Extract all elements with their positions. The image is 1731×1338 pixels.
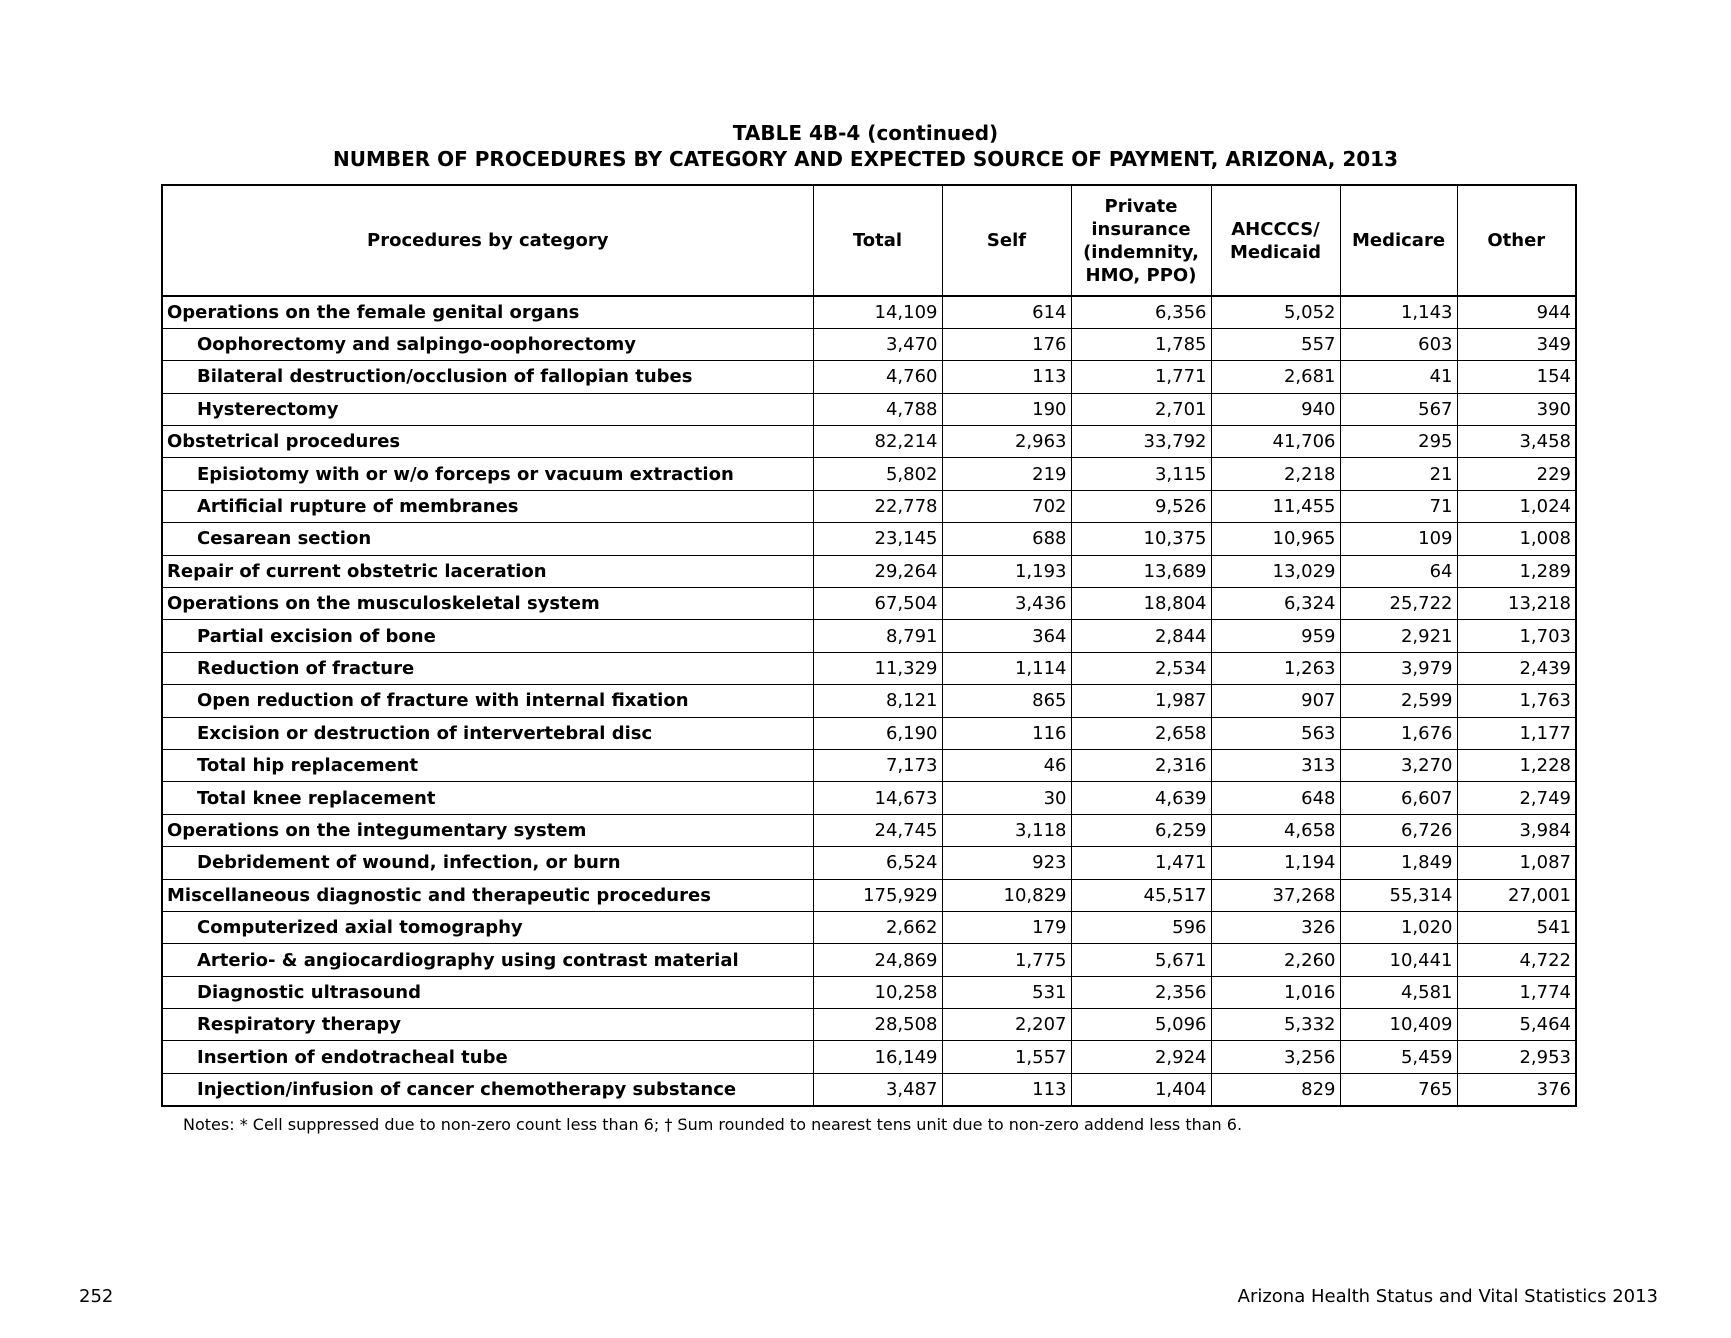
category-row: [162, 814, 1576, 846]
cell-other: 229: [1457, 458, 1576, 490]
cell-total: 175,929: [813, 879, 942, 911]
cell-ahcccs-medicaid: 1,263: [1211, 652, 1340, 684]
column-header-total: Total: [813, 185, 942, 296]
row-label: Episiotomy with or w/o forceps or vacuum extraction: [162, 458, 813, 490]
cell-medicare: 3,270: [1340, 749, 1457, 781]
cell-medicare: 21: [1340, 458, 1457, 490]
column-header-private-insurance: Private insurance (indemnity, HMO, PPO): [1071, 185, 1211, 296]
row-label: Reduction of fracture: [162, 652, 813, 684]
row-label: Debridement of wound, infection, or burn: [162, 847, 813, 879]
procedures-table: [161, 184, 1577, 1107]
subcategory-row: [162, 1009, 1576, 1041]
category-row: [162, 555, 1576, 587]
cell-medicare: 1,849: [1340, 847, 1457, 879]
subcategory-row: [162, 1073, 1576, 1105]
subcategory-row: [162, 685, 1576, 717]
row-label: Computerized axial tomography: [162, 911, 813, 943]
cell-total: 16,149: [813, 1041, 942, 1073]
column-header-ahcccs-medicaid: AHCCCS/ Medicaid: [1211, 185, 1340, 296]
cell-private-insurance: 18,804: [1071, 588, 1211, 620]
cell-ahcccs-medicaid: 2,218: [1211, 458, 1340, 490]
cell-total: 14,109: [813, 296, 942, 328]
row-label: Insertion of endotracheal tube: [162, 1041, 813, 1073]
cell-medicare: 3,979: [1340, 652, 1457, 684]
cell-private-insurance: 13,689: [1071, 555, 1211, 587]
cell-total: 29,264: [813, 555, 942, 587]
cell-private-insurance: 2,658: [1071, 717, 1211, 749]
cell-self: 116: [942, 717, 1071, 749]
cell-self: 702: [942, 490, 1071, 522]
cell-medicare: 765: [1340, 1073, 1457, 1105]
cell-self: 1,114: [942, 652, 1071, 684]
category-row: [162, 588, 1576, 620]
column-header-category: Procedures by category: [162, 185, 813, 296]
cell-medicare: 64: [1340, 555, 1457, 587]
cell-private-insurance: 33,792: [1071, 426, 1211, 458]
cell-ahcccs-medicaid: 2,681: [1211, 361, 1340, 393]
cell-medicare: 41: [1340, 361, 1457, 393]
cell-total: 11,329: [813, 652, 942, 684]
cell-self: 614: [942, 296, 1071, 328]
subcategory-row: [162, 944, 1576, 976]
cell-other: 5,464: [1457, 1009, 1576, 1041]
cell-private-insurance: 6,259: [1071, 814, 1211, 846]
cell-ahcccs-medicaid: 5,332: [1211, 1009, 1340, 1041]
cell-other: 541: [1457, 911, 1576, 943]
cell-other: 13,218: [1457, 588, 1576, 620]
table-body: [162, 296, 1576, 1106]
cell-self: 865: [942, 685, 1071, 717]
cell-ahcccs-medicaid: 313: [1211, 749, 1340, 781]
cell-ahcccs-medicaid: 648: [1211, 782, 1340, 814]
row-label: Operations on the musculoskeletal system: [162, 588, 813, 620]
row-label: Repair of current obstetric laceration: [162, 555, 813, 587]
cell-self: 46: [942, 749, 1071, 781]
row-label: Respiratory therapy: [162, 1009, 813, 1041]
cell-self: 30: [942, 782, 1071, 814]
cell-other: 3,984: [1457, 814, 1576, 846]
cell-medicare: 1,143: [1340, 296, 1457, 328]
cell-medicare: 2,921: [1340, 620, 1457, 652]
cell-total: 6,190: [813, 717, 942, 749]
row-label: Total hip replacement: [162, 749, 813, 781]
cell-private-insurance: 1,771: [1071, 361, 1211, 393]
table-header-row: [162, 185, 1576, 296]
cell-total: 22,778: [813, 490, 942, 522]
subcategory-row: [162, 620, 1576, 652]
row-label: Operations on the female genital organs: [162, 296, 813, 328]
publication-footer: Arizona Health Status and Vital Statistics 2013: [1237, 1286, 1658, 1307]
column-header-medicare: Medicare: [1340, 185, 1457, 296]
cell-other: 1,703: [1457, 620, 1576, 652]
cell-medicare: 1,676: [1340, 717, 1457, 749]
row-label: Artificial rupture of membranes: [162, 490, 813, 522]
subcategory-row: [162, 782, 1576, 814]
row-label: Bilateral destruction/occlusion of fallopian tubes: [162, 361, 813, 393]
column-header-self: Self: [942, 185, 1071, 296]
subcategory-row: [162, 1041, 1576, 1073]
cell-private-insurance: 2,844: [1071, 620, 1211, 652]
row-label: Arterio- & angiocardiography using contrast material: [162, 944, 813, 976]
cell-ahcccs-medicaid: 3,256: [1211, 1041, 1340, 1073]
cell-self: 923: [942, 847, 1071, 879]
cell-ahcccs-medicaid: 940: [1211, 393, 1340, 425]
cell-other: 1,008: [1457, 523, 1576, 555]
cell-private-insurance: 2,701: [1071, 393, 1211, 425]
cell-self: 113: [942, 1073, 1071, 1105]
cell-other: 1,177: [1457, 717, 1576, 749]
cell-total: 6,524: [813, 847, 942, 879]
cell-total: 10,258: [813, 976, 942, 1008]
cell-total: 67,504: [813, 588, 942, 620]
cell-private-insurance: 10,375: [1071, 523, 1211, 555]
subcategory-row: [162, 911, 1576, 943]
cell-medicare: 10,409: [1340, 1009, 1457, 1041]
cell-other: 376: [1457, 1073, 1576, 1105]
cell-medicare: 71: [1340, 490, 1457, 522]
cell-private-insurance: 3,115: [1071, 458, 1211, 490]
cell-total: 3,470: [813, 328, 942, 360]
cell-self: 219: [942, 458, 1071, 490]
cell-ahcccs-medicaid: 41,706: [1211, 426, 1340, 458]
cell-medicare: 1,020: [1340, 911, 1457, 943]
cell-medicare: 603: [1340, 328, 1457, 360]
cell-other: 349: [1457, 328, 1576, 360]
subcategory-row: [162, 490, 1576, 522]
cell-private-insurance: 9,526: [1071, 490, 1211, 522]
cell-other: 1,087: [1457, 847, 1576, 879]
cell-ahcccs-medicaid: 907: [1211, 685, 1340, 717]
cell-medicare: 6,607: [1340, 782, 1457, 814]
table-notes: Notes: * Cell suppressed due to non-zero count less than 6; † Sum rounded to nearest tens unit due to non-zero addend less than 6.: [183, 1115, 1243, 1134]
cell-private-insurance: 1,404: [1071, 1073, 1211, 1105]
subcategory-row: [162, 976, 1576, 1008]
cell-total: 7,173: [813, 749, 942, 781]
cell-other: 2,953: [1457, 1041, 1576, 1073]
subcategory-row: [162, 749, 1576, 781]
row-label: Oophorectomy and salpingo-oophorectomy: [162, 328, 813, 360]
subcategory-row: [162, 393, 1576, 425]
cell-total: 3,487: [813, 1073, 942, 1105]
cell-private-insurance: 1,471: [1071, 847, 1211, 879]
category-row: [162, 426, 1576, 458]
cell-other: 1,228: [1457, 749, 1576, 781]
row-label: Open reduction of fracture with internal fixation: [162, 685, 813, 717]
cell-medicare: 295: [1340, 426, 1457, 458]
subcategory-row: [162, 717, 1576, 749]
table-title: TABLE 4B-4 (continued): [732, 121, 999, 145]
category-row: [162, 296, 1576, 328]
cell-ahcccs-medicaid: 2,260: [1211, 944, 1340, 976]
cell-total: 8,791: [813, 620, 942, 652]
cell-ahcccs-medicaid: 326: [1211, 911, 1340, 943]
cell-other: 944: [1457, 296, 1576, 328]
cell-private-insurance: 1,785: [1071, 328, 1211, 360]
cell-total: 8,121: [813, 685, 942, 717]
cell-self: 179: [942, 911, 1071, 943]
cell-self: 531: [942, 976, 1071, 1008]
cell-self: 364: [942, 620, 1071, 652]
cell-total: 24,869: [813, 944, 942, 976]
cell-total: 24,745: [813, 814, 942, 846]
cell-private-insurance: 1,987: [1071, 685, 1211, 717]
cell-private-insurance: 4,639: [1071, 782, 1211, 814]
cell-other: 1,763: [1457, 685, 1576, 717]
cell-medicare: 10,441: [1340, 944, 1457, 976]
cell-private-insurance: 2,534: [1071, 652, 1211, 684]
subcategory-row: [162, 652, 1576, 684]
cell-private-insurance: 5,096: [1071, 1009, 1211, 1041]
cell-ahcccs-medicaid: 557: [1211, 328, 1340, 360]
row-label: Operations on the integumentary system: [162, 814, 813, 846]
cell-ahcccs-medicaid: 13,029: [1211, 555, 1340, 587]
cell-private-insurance: 2,924: [1071, 1041, 1211, 1073]
cell-private-insurance: 6,356: [1071, 296, 1211, 328]
cell-ahcccs-medicaid: 4,658: [1211, 814, 1340, 846]
cell-self: 688: [942, 523, 1071, 555]
cell-self: 2,963: [942, 426, 1071, 458]
cell-self: 10,829: [942, 879, 1071, 911]
table-subtitle: NUMBER OF PROCEDURES BY CATEGORY AND EXPECTED SOURCE OF PAYMENT, ARIZONA, 2013: [333, 147, 1398, 171]
cell-total: 14,673: [813, 782, 942, 814]
cell-self: 2,207: [942, 1009, 1071, 1041]
cell-self: 1,557: [942, 1041, 1071, 1073]
cell-total: 4,788: [813, 393, 942, 425]
cell-medicare: 4,581: [1340, 976, 1457, 1008]
cell-other: 154: [1457, 361, 1576, 393]
cell-total: 23,145: [813, 523, 942, 555]
cell-total: 82,214: [813, 426, 942, 458]
cell-ahcccs-medicaid: 1,016: [1211, 976, 1340, 1008]
cell-self: 1,193: [942, 555, 1071, 587]
row-label: Excision or destruction of intervertebral disc: [162, 717, 813, 749]
cell-private-insurance: 45,517: [1071, 879, 1211, 911]
subcategory-row: [162, 523, 1576, 555]
cell-self: 176: [942, 328, 1071, 360]
cell-medicare: 6,726: [1340, 814, 1457, 846]
cell-medicare: 55,314: [1340, 879, 1457, 911]
cell-other: 1,024: [1457, 490, 1576, 522]
row-label: Partial excision of bone: [162, 620, 813, 652]
row-label: Cesarean section: [162, 523, 813, 555]
cell-ahcccs-medicaid: 11,455: [1211, 490, 1340, 522]
cell-other: 1,289: [1457, 555, 1576, 587]
cell-private-insurance: 2,356: [1071, 976, 1211, 1008]
subcategory-row: [162, 847, 1576, 879]
column-header-other: Other: [1457, 185, 1576, 296]
cell-ahcccs-medicaid: 5,052: [1211, 296, 1340, 328]
cell-ahcccs-medicaid: 37,268: [1211, 879, 1340, 911]
cell-ahcccs-medicaid: 6,324: [1211, 588, 1340, 620]
row-label: Obstetrical procedures: [162, 426, 813, 458]
cell-other: 27,001: [1457, 879, 1576, 911]
category-row: [162, 879, 1576, 911]
row-label: Miscellaneous diagnostic and therapeutic procedures: [162, 879, 813, 911]
row-label: Diagnostic ultrasound: [162, 976, 813, 1008]
cell-self: 3,436: [942, 588, 1071, 620]
cell-total: 5,802: [813, 458, 942, 490]
cell-ahcccs-medicaid: 829: [1211, 1073, 1340, 1105]
cell-ahcccs-medicaid: 1,194: [1211, 847, 1340, 879]
cell-private-insurance: 596: [1071, 911, 1211, 943]
cell-other: 390: [1457, 393, 1576, 425]
row-label: Total knee replacement: [162, 782, 813, 814]
cell-other: 1,774: [1457, 976, 1576, 1008]
cell-ahcccs-medicaid: 10,965: [1211, 523, 1340, 555]
cell-self: 3,118: [942, 814, 1071, 846]
row-label: Injection/infusion of cancer chemotherapy substance: [162, 1073, 813, 1105]
row-label: Hysterectomy: [162, 393, 813, 425]
cell-self: 190: [942, 393, 1071, 425]
cell-private-insurance: 5,671: [1071, 944, 1211, 976]
cell-ahcccs-medicaid: 563: [1211, 717, 1340, 749]
cell-medicare: 5,459: [1340, 1041, 1457, 1073]
cell-total: 2,662: [813, 911, 942, 943]
cell-medicare: 109: [1340, 523, 1457, 555]
subcategory-row: [162, 328, 1576, 360]
cell-medicare: 25,722: [1340, 588, 1457, 620]
cell-other: 2,749: [1457, 782, 1576, 814]
cell-self: 113: [942, 361, 1071, 393]
cell-self: 1,775: [942, 944, 1071, 976]
cell-other: 2,439: [1457, 652, 1576, 684]
cell-total: 4,760: [813, 361, 942, 393]
cell-medicare: 2,599: [1340, 685, 1457, 717]
cell-medicare: 567: [1340, 393, 1457, 425]
cell-other: 3,458: [1457, 426, 1576, 458]
page-number: 252: [79, 1286, 114, 1307]
cell-ahcccs-medicaid: 959: [1211, 620, 1340, 652]
subcategory-row: [162, 458, 1576, 490]
subcategory-row: [162, 361, 1576, 393]
cell-private-insurance: 2,316: [1071, 749, 1211, 781]
cell-other: 4,722: [1457, 944, 1576, 976]
cell-total: 28,508: [813, 1009, 942, 1041]
